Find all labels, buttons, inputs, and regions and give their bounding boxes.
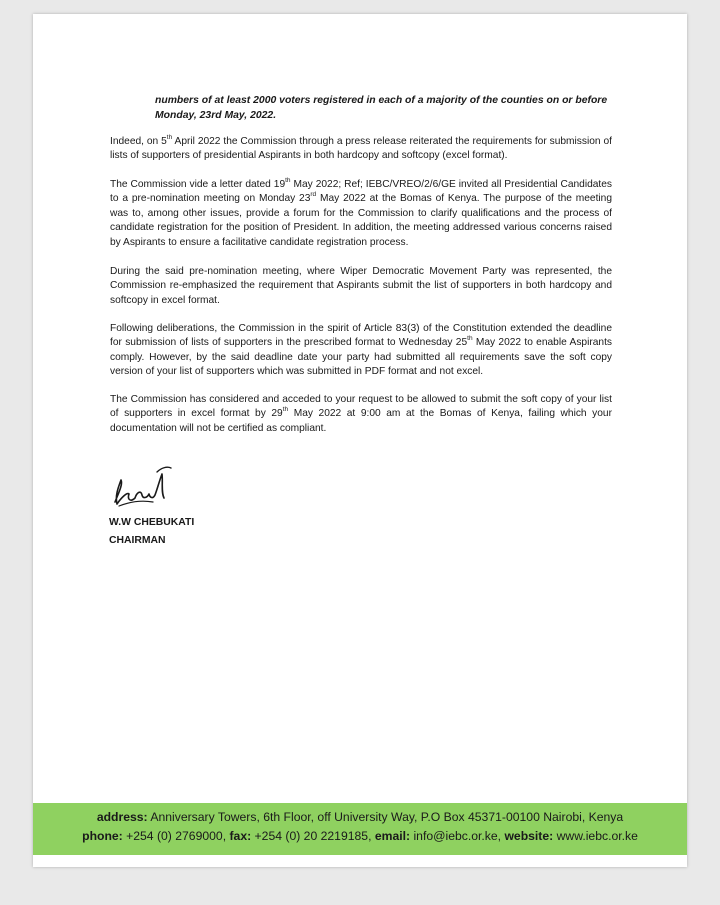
paragraph-meeting: During the said pre-nomination meeting, where Wiper Democratic Movement Party was represented, the Commission re-emphasized the requirement that Aspirants submit the list of supporters in both hardcopy and softcopy in excel format. xyxy=(110,266,612,306)
p5-sup: th xyxy=(282,406,289,414)
p2-text-c: May 2022 at the Bomas of Kenya. The purpose of the meeting was to, among other issues, provide a forum for the Commission to clarify qualifications and the process of candidate registration for the position of President. In addition, the meeting addressed various concerns raised by Aspirants to ensure a facilitative candidate registration process. xyxy=(110,193,612,248)
p1-sup: th xyxy=(166,133,173,141)
p4-sup: th xyxy=(467,335,473,343)
footer-contact-line xyxy=(33,829,687,843)
p1-text-a: Indeed, on 5 xyxy=(110,136,167,147)
p2-sup-b: rd xyxy=(310,191,317,199)
p4-text-b: May 2022 to enable Aspirants comply. However, by the said deadline date your party had submitted all requirements save the soft copy version of your list of supporters which was submitted in PDF format and not excel. xyxy=(110,337,612,378)
signer-title: CHAIRMAN xyxy=(109,535,166,546)
handwritten-signature xyxy=(109,462,179,514)
fax-label: fax: xyxy=(229,829,252,843)
p1-text-b: April 2022 the Commission through a press release reiterated the requirements for submission of lists of supporters of presidential Aspirants in both hardcopy and softcopy (excel format). xyxy=(110,136,612,162)
p5-text-b: May 2022 at 9:00 am at the Bomas of Kenya, failing which your documentation will not be certified as compliant. xyxy=(110,408,612,434)
website-value: www.iebc.or.ke xyxy=(553,829,638,843)
p5-text-a: The Commission has considered and acceded to your request to be allowed to submit the soft copy of your list of supporters in excel format by 29 xyxy=(110,394,612,420)
website-label: website: xyxy=(504,829,554,843)
paragraph-pre-nomination-letter xyxy=(110,178,612,250)
p2-text-a: The Commission vide a letter dated 19 xyxy=(110,179,286,190)
paragraph-decision xyxy=(110,393,612,436)
quoted-requirement: numbers of at least 2000 voters registered in each of a majority of the counties on or before Monday, 23rd May, 2022. xyxy=(155,95,608,121)
p4-text-a: Following deliberations, the Commission in the spirit of Article 83(3) of the Constitution extended the deadline for submission of lists of supporters in the prescribed format to Wednesday 25 xyxy=(110,323,612,349)
p2-sup-a: th xyxy=(285,176,291,184)
footer-contact-band xyxy=(33,803,687,855)
phone-value: +254 (0) 2769000, xyxy=(122,829,230,843)
address-value: Anniversary Towers, 6th Floor, off University Way, P.O Box 45371-00100 Nairobi, Kenya xyxy=(147,810,624,824)
footer-address-line xyxy=(33,810,687,824)
fax-value: +254 (0) 20 2219185, xyxy=(251,829,375,843)
letter-page xyxy=(33,14,687,867)
paragraph-press-release xyxy=(110,135,612,164)
email-value: info@iebc.or.ke, xyxy=(410,829,505,843)
signer-name: W.W CHEBUKATI xyxy=(109,517,195,528)
address-label: address: xyxy=(96,810,148,824)
paragraph-deliberations xyxy=(110,322,612,380)
email-label: email: xyxy=(374,829,411,843)
p2-text-b: May 2022; Ref; IEBC/VREO/2/6/GE invited all Presidential Candidates to a pre-nomination meeting on Monday 23 xyxy=(110,179,613,205)
phone-label: phone: xyxy=(82,829,123,843)
